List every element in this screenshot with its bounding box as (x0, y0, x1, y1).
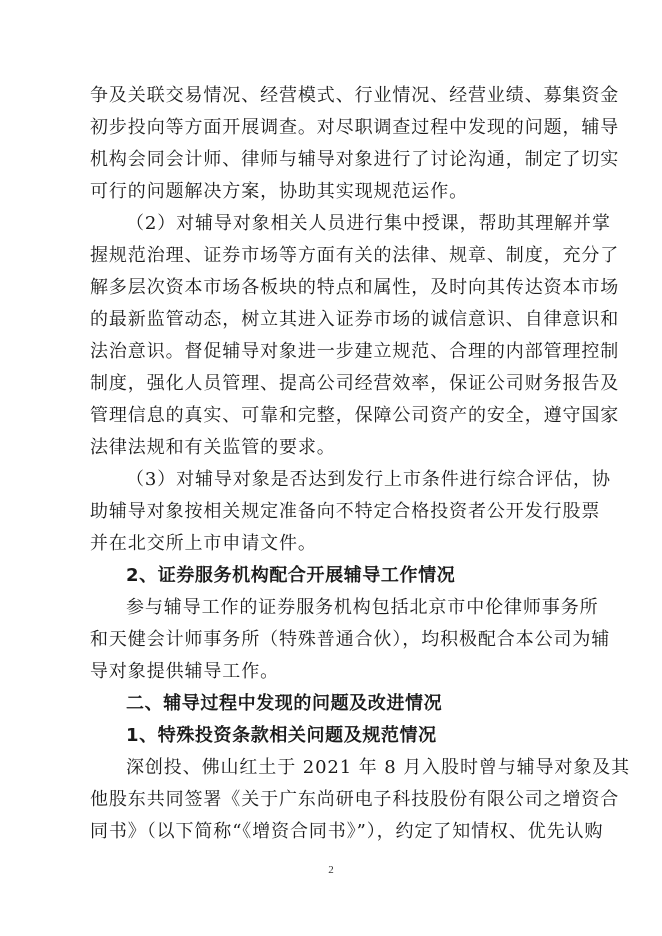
section-heading: 二、辅导过程中发现的问题及改进情况 (126, 693, 443, 714)
paragraph-3-line-1: （3）对辅导对象是否达到发行上市条件进行综合评估，协 (126, 469, 611, 490)
paragraph-2-line-2: 握规范治理、证券市场等方面有关的法律、规章、制度，充分了 (90, 245, 620, 266)
paragraph-4-line-3: 导对象提供辅导工作。 (90, 661, 279, 682)
paragraph-1-line-2: 初步投向等方面开展调查。对尽职调查过程中发现的问题，辅导 (90, 117, 620, 138)
paragraph-3-line-2: 助辅导对象按相关规定准备向不特定合格投资者公开发行股票 (90, 501, 601, 522)
paragraph-2-line-6: 制度，强化人员管理、提高公司经营效率，保证公司财务报告及 (90, 373, 620, 394)
paragraph-2-line-8: 法律法规和有关监管的要求。 (90, 437, 336, 458)
paragraph-5-line-1: 深创投、佛山红土于 2021 年 8 月入股时曾与辅导对象及其 (126, 757, 631, 778)
page-number: 2 (328, 864, 334, 876)
paragraph-2-line-4: 的最新监管动态，树立其进入证券市场的诚信意识、自律意识和 (90, 309, 620, 330)
paragraph-2-line-5: 法治意识。督促辅导对象进一步建立规范、合理的内部管理控制 (90, 341, 620, 362)
paragraph-2-line-3: 解多层次资本市场各板块的特点和属性，及时向其传达资本市场 (90, 277, 620, 298)
paragraph-1-line-3: 机构会同会计师、律师与辅导对象进行了讨论沟通，制定了切实 (90, 149, 620, 170)
subsection-heading-1: 1、特殊投资条款相关问题及规范情况 (126, 725, 437, 746)
paragraph-4-line-2: 和天健会计师事务所（特殊普通合伙），均积极配合本公司为辅 (90, 629, 611, 650)
paragraph-2-line-1: （2）对辅导对象相关人员进行集中授课，帮助其理解并掌 (126, 213, 611, 234)
paragraph-1-line-4: 可行的问题解决方案，协助其实现规范运作。 (90, 181, 468, 202)
paragraph-5-line-2: 他股东共同签署《关于广东尚研电子科技股份有限公司之增资合 (90, 789, 620, 810)
paragraph-4-line-1: 参与辅导工作的证券服务机构包括北京市中伦律师事务所 (126, 597, 599, 618)
subsection-heading-2: 2、证券服务机构配合开展辅导工作情况 (126, 565, 456, 586)
paragraph-3-line-3: 并在北交所上市申请文件。 (90, 533, 317, 554)
paragraph-5-line-3: 同书》（以下简称“《增资合同书》”），约定了知情权、优先认购 (90, 821, 604, 842)
paragraph-1-line-1: 争及关联交易情况、经营模式、行业情况、经营业绩、募集资金 (90, 85, 620, 106)
paragraph-2-line-7: 管理信息的真实、可靠和完整，保障公司资产的安全，遵守国家 (90, 405, 620, 426)
